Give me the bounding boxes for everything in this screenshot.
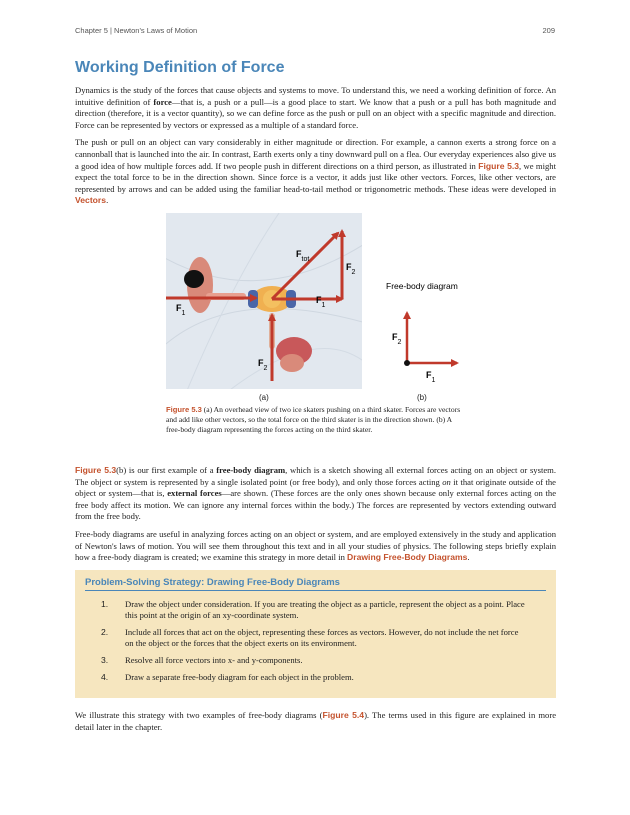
text: . <box>106 195 109 206</box>
section-title: Working Definition of Force <box>75 59 285 76</box>
f1-label-right: $F_1$ <box>316 294 326 309</box>
step-number: 2. <box>101 626 109 637</box>
fbd-f2-label: $F_2$ <box>392 331 402 346</box>
paragraph-usefulness <box>75 529 556 564</box>
f2-label-bottom: $F_2$ <box>258 357 268 372</box>
step-number: 3. <box>101 655 109 666</box>
f2-label-top: $F_2$ <box>346 261 356 276</box>
strategy-steps <box>85 599 546 684</box>
term-external-forces: external forces <box>167 488 222 499</box>
step-number: 4. <box>101 671 109 682</box>
running-header <box>75 26 555 38</box>
figure-caption <box>166 405 466 436</box>
strategy-title: Problem-Solving Strategy: Drawing Free-Body Diagrams <box>85 577 546 591</box>
figure-5-3 <box>75 213 556 461</box>
strategy-step <box>85 672 546 684</box>
text: We illustrate this strategy with two examples of free-body diagrams ( <box>75 710 323 721</box>
step-text: Draw the object under consideration. If you are treating the object as a particle, represent the object as a point. Place this point at the origin of an xy-coordinate system. <box>125 598 525 621</box>
f1-label-left: $F_1$ <box>176 302 186 317</box>
paragraph-free-body <box>75 465 556 523</box>
link-drawing-free-body-diagrams[interactable]: Drawing Free-Body Diagrams <box>347 552 468 563</box>
step-number: 1. <box>101 598 109 609</box>
text: . <box>467 552 470 563</box>
step-text: Draw a separate free-body diagram for each object in the problem. <box>125 671 354 682</box>
text: ). The terms used in this figure are explained in more detail later in the chapter. <box>75 710 557 732</box>
strategy-step <box>85 599 546 622</box>
paragraph-push-pull <box>75 137 556 207</box>
text: Free-body diagrams are useful in analyzing forces acting on an object or system, and are employed extensively in the study and application of Newton's laws of motion. You will see them throughout this text and in all your studies of physics. The following steps briefly explain how a free-body diagram is created; we examine this strategy in more detail in <box>75 528 556 563</box>
free-body-diagram <box>375 279 495 409</box>
strategy-step <box>85 627 546 650</box>
ftot-label: $F_{tot}$ <box>296 248 310 263</box>
part-b-label: (b) <box>417 392 427 402</box>
problem-solving-strategy-box <box>75 570 556 699</box>
link-vectors[interactable]: Vectors <box>75 195 107 206</box>
paragraph-definition <box>75 85 556 131</box>
term-force: force <box>153 96 172 107</box>
strategy-step <box>85 655 546 667</box>
free-body-point <box>404 360 410 366</box>
page-content <box>75 58 556 739</box>
link-figure-5-3b[interactable]: Figure 5.3 <box>75 464 117 475</box>
step-text: Include all forces that act on the object, representing these forces as vectors. However, do not include the net force on the object or the forces that the object exerts on its environment. <box>125 626 519 649</box>
paragraph-examples <box>75 710 556 733</box>
term-free-body-diagram: free-body diagram <box>216 464 286 475</box>
ice-skaters-photo <box>166 213 362 389</box>
link-figure-5-4[interactable]: Figure 5.4 <box>322 710 365 721</box>
caption-number: Figure 5.3 <box>166 404 202 414</box>
fbd-f1-label: $F_1$ <box>426 369 436 384</box>
chapter-title: Chapter 5 | Newton's Laws of Motion <box>75 26 198 35</box>
text: —that is, a push or a pull—is a good place to start. We know that a push or a pull has both magnitude and direction (therefore, it is a vector quantity), so we can define force as the push or pull on an object with a specific magnitude and direction. Force can be represented by vectors or expressed as a multiple of a standard force. <box>75 96 556 130</box>
text: , we might expect the total force to be in the direction shown. Since force is a vector, it adds just like other vectors. Forces, like other vectors, are represented by arrows and can be added using the familiar head-to-tail method or trigonometric methods. These ideas were developed in <box>75 160 556 194</box>
text: , which is a sketch showing all external forces acting on an object or system. The object or system is represented by a single isolated point (or free body), and only those forces acting <box>75 464 556 487</box>
fbd-title: Free-body diagram <box>386 280 458 291</box>
page-number: 209 <box>542 26 555 35</box>
skaters-illustration <box>166 213 362 389</box>
link-figure-5-3[interactable]: Figure 5.3 <box>478 160 520 171</box>
caption-text: (a) An overhead view of two ice skaters pushing on a third skater. Forces are vectors and add like other vectors, so the total force on the third skater is in the direction shown. (b) A free-body diagram representing the forces acting on the third skater. <box>166 404 461 435</box>
emphasis-on: on <box>442 476 451 487</box>
text: it that originate outside of the object or system—that is, <box>75 476 556 499</box>
text: The push or pull on an object can vary considerably in either magnitude or direction. For example, a cannon exerts a strong force on a cannonball that is launched into the air. In contrast, Earth exerts only a tiny downward pull on a flea. Our everyday experiences also give us a good idea of how multiple forces add. If two people push in different directions on a third person, as illustrated in <box>75 137 556 171</box>
text: Dynamics is the study of the forces that cause objects and systems to move. To understand this, we need a working definition of force. An intuitive definition of <box>75 85 556 107</box>
part-a-label: (a) <box>259 392 269 402</box>
step-text: Resolve all force vectors into x- and y-components. <box>125 655 303 666</box>
text: (b) is our first example of a <box>116 464 217 475</box>
text: —are shown. (These forces are the only ones shown because only external forces acting on the free body affect its motion. We can ignore any internal forces within the body.) The forces are represented by vectors extending outward from the free body. <box>75 488 557 522</box>
